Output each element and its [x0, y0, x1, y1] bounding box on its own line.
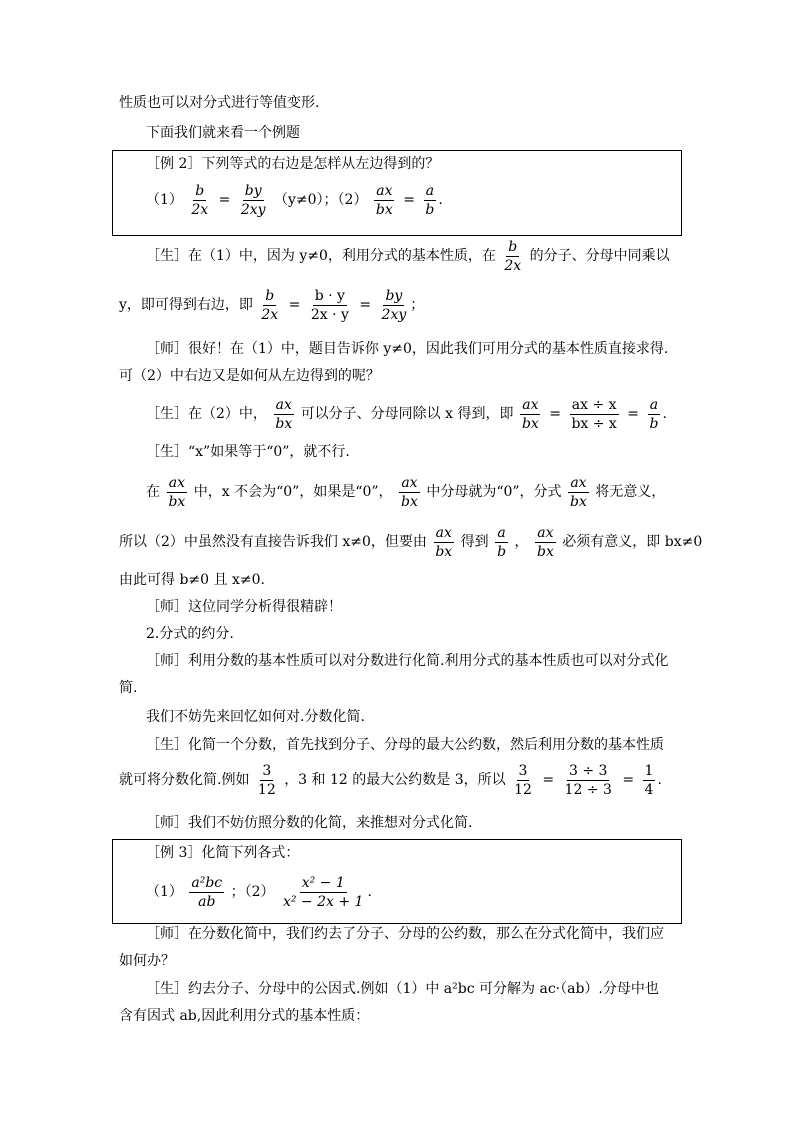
text-line: 所以（2）中虽然没有直接告诉我们 x≠0，但要由 $\frac{ax}{bx}$ 得到 $\frac{a}{b}$ ， $\frac{ax}{bx}$ 必须有意义，即 bx≠0 [119, 524, 703, 560]
equals-sign: = [218, 192, 231, 208]
text-line: y，即可得到右边，即 $\frac{b}{2x}$ = $\frac{b \cdot y}{2x \cdot y}$ = $\frac{by}{2xy}$ ； [119, 287, 425, 323]
fraction: $\frac{ax}{bx}$ [435, 524, 453, 560]
fraction: $\frac{b}{2x}$ [261, 287, 279, 323]
text-line: 简. [119, 680, 138, 696]
fraction: $\frac{a}{b}$ [649, 396, 659, 432]
text-line: 可（2）中右边又是如何从左边得到的呢？ [119, 368, 380, 384]
fraction: $\frac{ax}{bx}$ [536, 524, 554, 560]
fraction: $\frac{ax}{bx}$ [375, 182, 393, 218]
text-line: 由此可得 b≠0 且 x≠0. [119, 572, 265, 588]
text-line: ［师］这位同学分析得很精辟！ [146, 599, 342, 615]
fraction: $\frac{3}{12}$ [257, 762, 276, 798]
fraction: $\frac{by}{2xy}$ [240, 182, 266, 218]
condition: （y≠0）；（2） [274, 192, 368, 208]
fraction: $\frac{1}{4}$ [644, 762, 654, 798]
text-line: ［师］我们不妨仿照分数的化简，来推想对分式化简. [146, 815, 473, 831]
fraction: $\frac{b \cdot y}{2x \cdot y}$ [310, 287, 349, 323]
text-line: ［生］化简一个分数，首先找到分子、分母的最大公约数，然后利用分数的基本性质 [146, 737, 664, 753]
text-line: ［生］约去分子、分母中的公因式.例如（1）中 a²bc 可分解为 ac·（ab）.分母中也 [146, 981, 659, 997]
fraction: $\frac{ax}{bx}$ [275, 396, 293, 432]
fraction: $\frac{ax}{bx}$ [401, 474, 418, 510]
fraction: $\frac{ax}{bx}$ [521, 396, 539, 432]
text-line: ［生］“x”如果等于“0”，就不行. [146, 444, 350, 460]
fraction: $\frac{by}{2xy}$ [381, 287, 407, 323]
fraction: $\frac{ax}{bx}$ [570, 474, 587, 510]
text-line: 我们不妨先来回忆如何对.分数化简. [146, 709, 365, 725]
example-3-title: ［例 3］化简下列各式： [146, 845, 300, 861]
fraction: $\frac{\text{a²bc}}{ab}$ [191, 874, 223, 910]
fraction: $\frac{ax \div x}{bx \div x}$ [571, 396, 617, 432]
fraction: $\frac{b}{2x}$ [191, 182, 209, 218]
text-line: 含有因式 ab,因此利用分式的基本性质： [119, 1008, 370, 1024]
text-line: 性质也可以对分式进行等值变形. [119, 95, 320, 111]
text-line: ［师］在分数化简中，我们约去了分子、分母的公约数，那么在分式化简中，我们应 [146, 926, 664, 942]
example-3-formulas: （1） $\frac{\text{a²bc}}{ab}$ ；（2） $\frac{\text{x² − 1}}{\text{x² − 2x + 1}}$ . [146, 874, 372, 910]
text-line: 如何办？ [119, 953, 175, 969]
text-line: ［生］在（2）中， $\frac{ax}{bx}$ 可以分子、分母同除以 x 得到，即 $\frac{ax}{bx}$ = $\frac{ax \div x}{bx \div x}$ = $\frac{a}{b}$ . [146, 396, 667, 432]
label: （1） [146, 192, 183, 208]
fraction: $\frac{3 \div 3}{12 \div 3}$ [564, 762, 612, 798]
text-line: ［师］利用分数的基本性质可以对分数进行化简.利用分式的基本性质也可以对分式化 [146, 653, 669, 669]
fraction: $\frac{ax}{bx}$ [168, 474, 186, 510]
text-line: ［生］在（1）中，因为 y≠0，利用分式的基本性质，在 $\frac{b}{2x}$ 的分子、分母中同乘以 [146, 238, 670, 274]
text-line: ［师］很好！在（1）中，题目告诉你 y≠0，因此我们可用分式的基本性质直接求得. [146, 341, 669, 357]
fraction: $\frac{\text{x² − 1}}{\text{x² − 2x + 1}}$ [282, 874, 364, 910]
fraction: $\frac{b}{2x}$ [504, 238, 522, 274]
fraction: $\frac{3}{12}$ [514, 762, 532, 798]
text-line: 就可将分数化简.例如 $\frac{3}{12}$ ，3 和 12 的最大公约数是 3，所以 $\frac{3}{12}$ = $\frac{3 \div 3}{12 \div 3}$ = $\frac{1}{4}$ . [119, 762, 662, 798]
fraction: $\frac{a}{b}$ [497, 524, 507, 560]
fraction: $\frac{a}{b}$ [425, 182, 435, 218]
text-line: 在 $\frac{ax}{bx}$ 中，x 不会为“0”，如果是“0”， $\frac{ax}{bx}$ 中分母就为“0”，分式 $\frac{ax}{bx}$ 将无意义， [146, 474, 666, 510]
example-2-title: ［例 2］下列等式的右边是怎样从左边得到的？ [146, 156, 440, 172]
example-2-formulas: （1） $\frac{b}{2x}$ = $\frac{by}{2xy}$ （y≠0）；（2） $\frac{ax}{bx}$ = $\frac{a}{b}$ . [146, 182, 443, 218]
equals-sign: = [403, 192, 415, 208]
text-line: 下面我们就来看一个例题 [146, 125, 300, 141]
section-heading: 2.分式的约分. [146, 626, 234, 642]
